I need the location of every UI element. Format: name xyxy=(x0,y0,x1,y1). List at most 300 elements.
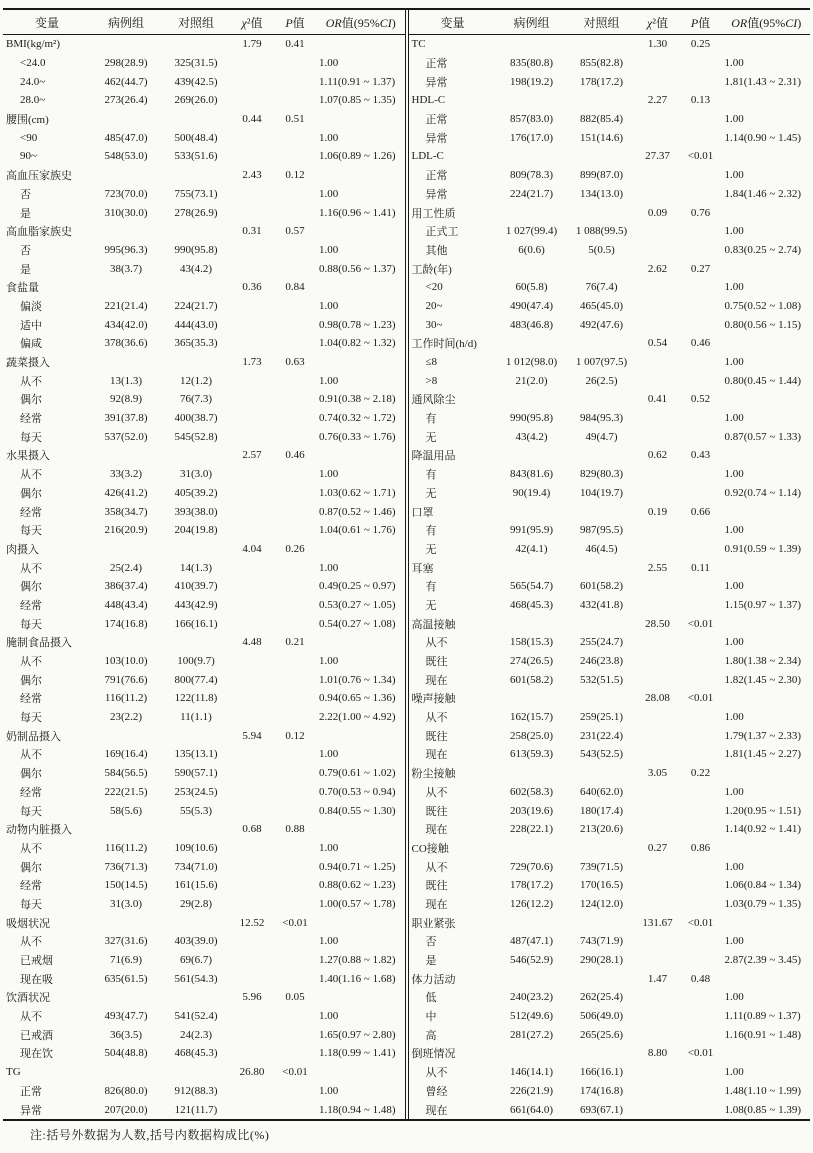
cell-variable: 每天 xyxy=(20,712,42,725)
cell-odds-ratio: 0.53(0.27 ~ 1.05) xyxy=(319,598,396,611)
cell-variable: 蔬菜摄入 xyxy=(6,357,50,370)
cell-chi-square: 0.41 xyxy=(647,393,668,406)
cell-odds-ratio: 1.00 xyxy=(724,57,744,70)
table-row xyxy=(409,166,811,185)
cell-case-group: 146(14.1) xyxy=(509,1066,554,1079)
cell-p-value: 0.13 xyxy=(690,94,711,107)
cell-case-group: 169(16.4) xyxy=(104,748,148,761)
cell-odds-ratio: 1.81(1.43 ~ 2.31) xyxy=(724,75,802,88)
cell-p-value: 0.46 xyxy=(285,449,305,462)
table-row xyxy=(409,1044,811,1063)
cell-variable: 体力活动 xyxy=(411,973,456,986)
cell-control-group: 882(85.4) xyxy=(579,113,624,126)
table-row xyxy=(409,427,811,446)
table-row xyxy=(3,745,405,764)
column-header: OR值(95%CI) xyxy=(731,15,802,30)
cell-p-value: 0.11 xyxy=(691,561,710,574)
cell-control-group: 46(4.5) xyxy=(585,542,618,555)
table-row xyxy=(3,241,405,260)
cell-variable: CO接触 xyxy=(411,842,449,855)
cell-control-group: 231(22.4) xyxy=(579,729,624,742)
cell-odds-ratio: 0.94(0.71 ~ 1.25) xyxy=(319,860,396,873)
cell-variable: 20~ xyxy=(425,299,443,312)
cell-variable: 现在 xyxy=(425,674,448,687)
table-row xyxy=(3,1100,405,1119)
cell-variable: 既往 xyxy=(425,805,448,818)
cell-case-group: 38(3.7) xyxy=(109,262,143,275)
table-row xyxy=(409,185,811,204)
cell-case-group: 226(21.9) xyxy=(509,1084,554,1097)
cell-case-group: 207(20.0) xyxy=(104,1103,148,1116)
table-half-right xyxy=(405,10,811,1119)
table-row xyxy=(3,521,405,540)
cell-case-group: 203(19.6) xyxy=(509,804,554,817)
cell-chi-square: 0.36 xyxy=(242,281,262,294)
cell-p-value: 0.12 xyxy=(285,169,305,182)
cell-control-group: 178(17.2) xyxy=(579,75,624,88)
column-header: 病例组 xyxy=(107,15,144,30)
cell-case-group: 31(3.0) xyxy=(109,897,143,910)
table-row xyxy=(409,72,811,91)
cell-control-group: 31(3.0) xyxy=(179,468,213,481)
cell-control-group: 506(49.0) xyxy=(579,1010,624,1023)
table-row xyxy=(409,708,811,727)
cell-chi-square: 1.73 xyxy=(242,356,262,369)
table-row xyxy=(409,596,811,615)
cell-case-group: 58(5.6) xyxy=(109,804,143,817)
cell-odds-ratio: 0.88(0.56 ~ 1.37) xyxy=(319,262,396,275)
cell-case-group: 23(2.2) xyxy=(109,711,143,724)
cell-control-group: 55(5.3) xyxy=(179,804,213,817)
cell-variable: 水果摄入 xyxy=(6,450,50,463)
cell-odds-ratio: 1.00 xyxy=(319,57,339,70)
cell-variable: 是 xyxy=(20,207,31,220)
cell-odds-ratio: 0.49(0.25 ~ 0.97) xyxy=(319,580,396,593)
cell-odds-ratio: 1.06(0.84 ~ 1.34) xyxy=(724,879,802,892)
cell-control-group: 26(2.5) xyxy=(585,374,618,387)
cell-case-group: 43(4.2) xyxy=(515,430,548,443)
cell-variable: 28.0~ xyxy=(20,94,46,107)
cell-case-group: 378(36.6) xyxy=(104,337,148,350)
cell-case-group: 116(11.2) xyxy=(104,841,148,854)
cell-chi-square: 0.68 xyxy=(242,823,262,836)
cell-case-group: 222(21.5) xyxy=(104,785,148,798)
cell-variable: 口罩 xyxy=(411,506,434,519)
cell-variable: 既往 xyxy=(425,880,448,893)
table-row xyxy=(3,1025,405,1044)
table-row xyxy=(409,502,811,521)
cell-control-group: 543(52.5) xyxy=(579,748,624,761)
cell-odds-ratio: 1.00 xyxy=(724,636,744,649)
cell-odds-ratio: 2.22(1.00 ~ 4.92) xyxy=(319,711,396,724)
cell-case-group: 991(95.9) xyxy=(509,524,554,537)
cell-case-group: 995(96.3) xyxy=(104,243,148,256)
cell-case-group: 224(21.7) xyxy=(509,187,554,200)
cell-variable: 24.0~ xyxy=(20,75,46,88)
cell-control-group: 224(21.7) xyxy=(174,299,218,312)
table-row xyxy=(409,446,811,465)
table-row xyxy=(3,969,405,988)
cell-control-group: 14(1.3) xyxy=(179,561,213,574)
cell-variable: 是 xyxy=(425,955,437,968)
cell-odds-ratio: 0.88(0.62 ~ 1.23) xyxy=(319,879,396,892)
table-row xyxy=(3,110,405,129)
cell-odds-ratio: 1.00 xyxy=(724,225,744,238)
cell-odds-ratio: 1.16(0.96 ~ 1.41) xyxy=(319,206,396,219)
table-row xyxy=(3,577,405,596)
cell-odds-ratio: 0.83(0.25 ~ 2.74) xyxy=(724,243,802,256)
cell-odds-ratio: 1.00 xyxy=(319,187,339,200)
cell-odds-ratio: 1.00 xyxy=(724,1066,744,1079)
cell-odds-ratio: 1.00 xyxy=(319,468,339,481)
table-row xyxy=(409,409,811,428)
cell-variable: 既往 xyxy=(425,730,448,743)
cell-variable: 高温接触 xyxy=(411,618,456,631)
column-header-row xyxy=(3,10,405,35)
cell-p-value: 0.27 xyxy=(690,262,711,275)
cell-control-group: 124(12.0) xyxy=(579,897,624,910)
cell-control-group: 122(11.8) xyxy=(174,692,218,705)
cell-case-group: 809(78.3) xyxy=(509,169,554,182)
table-row xyxy=(409,278,811,297)
table-row xyxy=(3,185,405,204)
cell-control-group: 104(19.7) xyxy=(579,486,624,499)
cell-variable: 高血脂家族史 xyxy=(6,226,72,239)
table-row xyxy=(3,726,405,745)
cell-variable: 经常 xyxy=(20,693,42,706)
cell-odds-ratio: 1.40(1.16 ~ 1.68) xyxy=(319,972,396,985)
cell-case-group: 826(80.0) xyxy=(104,1084,148,1097)
table-row xyxy=(409,857,811,876)
cell-case-group: 273(26.4) xyxy=(104,94,148,107)
cell-odds-ratio: 1.00 xyxy=(724,169,744,182)
cell-odds-ratio: 1.16(0.91 ~ 1.48) xyxy=(724,1028,802,1041)
table-row xyxy=(3,409,405,428)
table-row xyxy=(409,988,811,1007)
cell-odds-ratio: 1.00 xyxy=(319,748,339,761)
cell-variable: 已戒酒 xyxy=(20,1029,53,1042)
cell-variable: 90~ xyxy=(20,150,37,163)
table-row xyxy=(409,652,811,671)
cell-control-group: 1 007(97.5) xyxy=(575,356,628,369)
cell-odds-ratio: 1.00 xyxy=(319,935,339,948)
cell-case-group: 13(1.3) xyxy=(109,374,143,387)
cell-p-value: 0.25 xyxy=(690,38,711,51)
cell-variable: HDL-C xyxy=(411,94,446,107)
cell-control-group: 541(52.4) xyxy=(174,1010,218,1023)
cell-chi-square: 0.27 xyxy=(647,841,668,854)
table-row xyxy=(409,820,811,839)
table-row xyxy=(409,297,811,316)
table-row xyxy=(3,502,405,521)
cell-chi-square: 5.96 xyxy=(242,991,262,1004)
cell-p-value: 0.66 xyxy=(690,505,711,518)
cell-p-value: 0.46 xyxy=(690,337,711,350)
table-row xyxy=(409,895,811,914)
cell-variable: 现在吸 xyxy=(20,973,53,986)
cell-case-group: 1 027(99.4) xyxy=(505,225,558,238)
cell-variable: 有 xyxy=(425,581,437,594)
cell-chi-square: 12.52 xyxy=(239,916,265,929)
cell-control-group: 265(25.6) xyxy=(579,1028,624,1041)
cell-variable: 无 xyxy=(425,543,437,556)
cell-control-group: 444(43.0) xyxy=(174,318,218,331)
cell-variable: 倒班情况 xyxy=(411,1048,456,1061)
column-header: 变量 xyxy=(440,15,465,30)
table-row xyxy=(409,689,811,708)
cell-variable: TG xyxy=(6,1066,21,1079)
cell-chi-square: 2.55 xyxy=(647,561,668,574)
cell-control-group: 1 088(99.5) xyxy=(575,225,628,238)
cell-case-group: 485(47.0) xyxy=(104,131,148,144)
cell-case-group: 162(15.7) xyxy=(509,711,554,724)
cell-odds-ratio: 1.08(0.85 ~ 1.39) xyxy=(724,1103,802,1116)
cell-variable: 从不 xyxy=(425,861,448,874)
table-row xyxy=(409,614,811,633)
cell-odds-ratio: 0.84(0.55 ~ 1.30) xyxy=(319,804,396,817)
cell-variable: >8 xyxy=(425,374,438,387)
cell-chi-square: 1.47 xyxy=(647,972,668,985)
table-row xyxy=(3,540,405,559)
cell-odds-ratio: 0.94(0.65 ~ 1.36) xyxy=(319,692,396,705)
cell-variable: 其他 xyxy=(425,244,448,257)
cell-odds-ratio: 0.98(0.78 ~ 1.23) xyxy=(319,318,396,331)
cell-control-group: 829(80.3) xyxy=(579,468,624,481)
table-row xyxy=(3,128,405,147)
cell-chi-square: 3.05 xyxy=(647,767,668,780)
cell-case-group: 736(71.3) xyxy=(104,860,148,873)
cell-control-group: 403(39.0) xyxy=(174,935,218,948)
cell-variable: 动物内脏摄入 xyxy=(6,824,72,837)
cell-variable: 异常 xyxy=(425,132,448,145)
table-row xyxy=(409,1063,811,1082)
cell-p-value: 0.51 xyxy=(285,113,305,126)
cell-case-group: 857(83.0) xyxy=(509,113,554,126)
table-row xyxy=(409,839,811,858)
cell-odds-ratio: 1.80(1.38 ~ 2.34) xyxy=(724,655,802,668)
cell-control-group: 170(16.5) xyxy=(579,879,624,892)
cell-chi-square: 5.94 xyxy=(242,729,262,742)
cell-p-value: 0.22 xyxy=(690,767,711,780)
table-row xyxy=(409,633,811,652)
table-row xyxy=(3,484,405,503)
cell-odds-ratio: 1.11(0.91 ~ 1.37) xyxy=(319,75,396,88)
cell-variable: 从不 xyxy=(425,637,448,650)
cell-variable: 每天 xyxy=(20,431,42,444)
cell-chi-square: 0.09 xyxy=(647,206,668,219)
table-row xyxy=(3,278,405,297)
cell-p-value: 0.21 xyxy=(285,636,305,649)
cell-variable: 经常 xyxy=(20,599,42,612)
cell-variable: ≤8 xyxy=(425,356,438,369)
cell-p-value: <0.01 xyxy=(282,1066,308,1079)
cell-control-group: 912(88.3) xyxy=(174,1084,218,1097)
cell-p-value: <0.01 xyxy=(687,150,714,163)
table-row xyxy=(3,951,405,970)
cell-variable: 食盐量 xyxy=(6,282,39,295)
cell-variable: 适中 xyxy=(20,319,42,332)
cell-odds-ratio: 1.00 xyxy=(319,561,339,574)
cell-variable: 正常 xyxy=(425,114,448,127)
cell-control-group: 290(28.1) xyxy=(579,954,624,967)
cell-variable: 有 xyxy=(425,469,437,482)
table-row xyxy=(3,783,405,802)
cell-variable: 正常 xyxy=(425,58,448,71)
cell-variable: 无 xyxy=(425,431,437,444)
cell-odds-ratio: 2.87(2.39 ~ 3.45) xyxy=(724,954,802,967)
cell-case-group: 36(3.5) xyxy=(109,1028,143,1041)
cell-variable: 吸烟状况 xyxy=(6,917,50,930)
table-row xyxy=(3,708,405,727)
cell-odds-ratio: 1.00 xyxy=(319,299,339,312)
table-row xyxy=(3,91,405,110)
cell-variable: <20 xyxy=(425,281,443,294)
cell-odds-ratio: 0.87(0.52 ~ 1.46) xyxy=(319,505,396,518)
cell-control-group: 410(39.7) xyxy=(174,580,218,593)
cell-variable: 职业紧张 xyxy=(411,917,456,930)
table-row xyxy=(409,35,811,54)
column-header: 对照组 xyxy=(177,15,214,30)
table-row xyxy=(409,577,811,596)
cell-variable: 从不 xyxy=(20,842,42,855)
table-row xyxy=(3,857,405,876)
cell-p-value: 0.05 xyxy=(285,991,305,1004)
cell-variable: 否 xyxy=(20,188,31,201)
cell-variable: 现在 xyxy=(425,1104,448,1117)
cell-variable: 正式工 xyxy=(425,226,459,239)
cell-case-group: 358(34.7) xyxy=(104,505,148,518)
cell-case-group: 198(19.2) xyxy=(509,75,554,88)
cell-case-group: 176(17.0) xyxy=(509,131,554,144)
table-row xyxy=(409,951,811,970)
table-row xyxy=(3,895,405,914)
cell-case-group: 602(58.3) xyxy=(509,785,554,798)
table-row xyxy=(409,203,811,222)
cell-control-group: 29(2.8) xyxy=(179,897,213,910)
cell-variable: 每天 xyxy=(20,805,42,818)
cell-case-group: 310(30.0) xyxy=(104,206,148,219)
cell-variable: 从不 xyxy=(20,656,42,669)
cell-control-group: 987(95.5) xyxy=(579,524,624,537)
cell-control-group: 161(15.6) xyxy=(174,879,218,892)
cell-chi-square: 0.19 xyxy=(647,505,668,518)
cell-case-group: 21(2.0) xyxy=(515,374,548,387)
cell-odds-ratio: 1.00 xyxy=(724,524,744,537)
cell-case-group: 386(37.4) xyxy=(104,580,148,593)
cell-control-group: 269(26.0) xyxy=(174,94,218,107)
table-row xyxy=(409,222,811,241)
table-row xyxy=(3,839,405,858)
cell-odds-ratio: 0.80(0.56 ~ 1.15) xyxy=(724,318,802,331)
cell-variable: TC xyxy=(411,38,426,51)
cell-odds-ratio: 1.03(0.79 ~ 1.35) xyxy=(724,897,802,910)
cell-odds-ratio: 1.04(0.82 ~ 1.32) xyxy=(319,337,396,350)
cell-odds-ratio: 1.04(0.61 ~ 1.76) xyxy=(319,524,396,537)
cell-variable: 从不 xyxy=(20,1011,42,1024)
cell-p-value: <0.01 xyxy=(687,692,714,705)
cell-chi-square: 1.30 xyxy=(647,38,668,51)
cell-variable: 经常 xyxy=(20,880,42,893)
table-row xyxy=(409,726,811,745)
cell-odds-ratio: 0.91(0.38 ~ 2.18) xyxy=(319,393,396,406)
cell-chi-square: 0.31 xyxy=(242,225,262,238)
cell-chi-square: 8.80 xyxy=(647,1047,668,1060)
cell-case-group: 1 012(98.0) xyxy=(505,356,558,369)
cell-variable: 是 xyxy=(20,263,31,276)
cell-chi-square: 2.62 xyxy=(647,262,668,275)
table-row xyxy=(3,427,405,446)
cell-case-group: 71(6.9) xyxy=(109,954,143,967)
cell-case-group: 462(44.7) xyxy=(104,75,148,88)
cell-p-value: 0.12 xyxy=(285,729,305,742)
cell-chi-square: 27.37 xyxy=(645,150,670,163)
cell-p-value: 0.41 xyxy=(285,38,305,51)
cell-control-group: 5(0.5) xyxy=(588,243,615,256)
cell-case-group: 298(28.9) xyxy=(104,57,148,70)
cell-p-value: 0.88 xyxy=(285,823,305,836)
cell-case-group: 274(26.5) xyxy=(509,655,554,668)
table-row xyxy=(3,876,405,895)
table-row xyxy=(3,446,405,465)
cell-case-group: 92(8.9) xyxy=(109,393,143,406)
cell-case-group: 25(2.4) xyxy=(109,561,143,574)
cell-case-group: 216(20.9) xyxy=(104,524,148,537)
cell-odds-ratio: 1.84(1.46 ~ 2.32) xyxy=(724,187,802,200)
cell-variable: 噪声接触 xyxy=(411,693,456,706)
cell-variable: 正常 xyxy=(425,170,448,183)
cell-variable: 偶尔 xyxy=(20,394,42,407)
cell-control-group: 800(77.4) xyxy=(174,673,218,686)
cell-variable: 从不 xyxy=(20,936,42,949)
cell-variable: 从不 xyxy=(20,749,42,762)
cell-control-group: 855(82.8) xyxy=(579,57,624,70)
cell-control-group: 109(10.6) xyxy=(174,841,218,854)
table-row xyxy=(409,932,811,951)
table-row xyxy=(409,54,811,73)
cell-variable: 偏淡 xyxy=(20,300,42,313)
cell-case-group: 729(70.6) xyxy=(509,860,554,873)
data-table xyxy=(3,8,810,1121)
table-row xyxy=(3,764,405,783)
table-row xyxy=(3,1082,405,1101)
cell-variable: BMI(kg/m²) xyxy=(6,38,61,51)
column-header: 对照组 xyxy=(583,15,620,30)
cell-case-group: 60(5.8) xyxy=(515,281,548,294)
cell-case-group: 448(43.4) xyxy=(104,598,148,611)
cell-control-group: 49(4.7) xyxy=(585,430,618,443)
cell-case-group: 565(54.7) xyxy=(509,580,554,593)
cell-case-group: 661(64.0) xyxy=(509,1103,554,1116)
cell-control-group: 532(51.5) xyxy=(579,673,624,686)
cell-variable: 奶制品摄入 xyxy=(6,730,61,743)
cell-variable: 有 xyxy=(425,525,437,538)
cell-case-group: 537(52.0) xyxy=(104,430,148,443)
cell-p-value: <0.01 xyxy=(687,617,714,630)
cell-odds-ratio: 0.92(0.74 ~ 1.14) xyxy=(724,486,802,499)
table-row xyxy=(409,147,811,166)
cell-control-group: 135(13.1) xyxy=(174,748,218,761)
cell-variable: 否 xyxy=(20,244,31,257)
cell-chi-square: 2.57 xyxy=(242,449,262,462)
cell-control-group: 246(23.8) xyxy=(579,655,624,668)
cell-case-group: 584(56.5) xyxy=(104,767,148,780)
cell-p-value: <0.01 xyxy=(687,916,714,929)
table-row xyxy=(3,689,405,708)
cell-variable: 用工性质 xyxy=(411,207,456,220)
cell-control-group: 743(71.9) xyxy=(579,935,624,948)
column-header: OR值(95%CI) xyxy=(325,15,396,30)
cell-control-group: 134(13.0) xyxy=(579,187,624,200)
